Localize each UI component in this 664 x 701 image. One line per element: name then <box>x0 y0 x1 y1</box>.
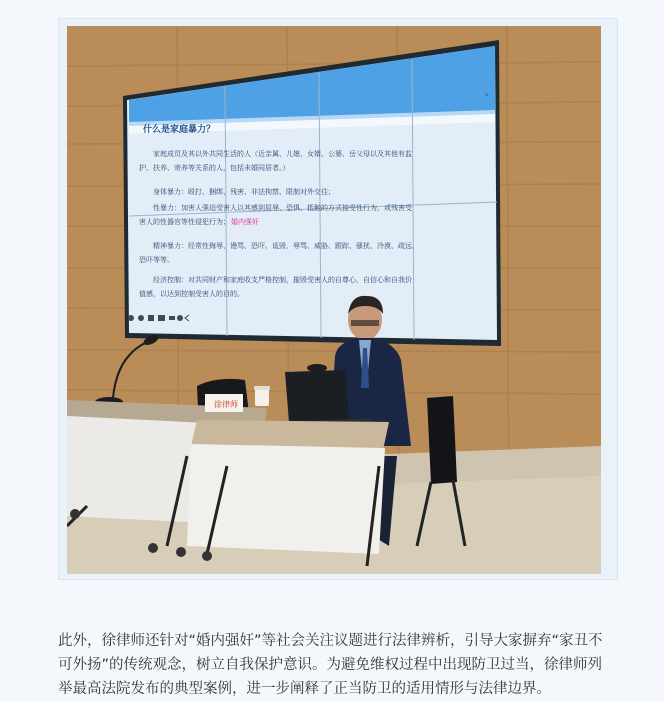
slide-line: 精神暴力：经常性侮辱、谩骂、恐吓、诋毁、辱骂、威胁、跟踪、骚扰、冷漠、疏远、 <box>153 242 419 250</box>
slide-line: 护、扶养、寄养等关系的人，包括未婚同居者。） <box>139 164 290 172</box>
slide-highlight: 婚内强奸 <box>231 218 259 226</box>
nameplate: 徐律师 <box>214 400 238 409</box>
video-icon[interactable] <box>158 315 165 321</box>
slide-line: 性暴力：加害人强迫受害人以其感到屈辱、恐惧、抵触的方式接受性行为，或残害受 <box>153 204 412 212</box>
slide-line: 家庭成员及其以外共同生活的人（近亲属、儿媳、女婿、公婆、岳父母以及其他有监 <box>153 150 412 158</box>
slide-line: 身体暴力：殴打、捆绑、残害、非法拘禁、限制对外交往； <box>153 188 335 196</box>
settings-icon[interactable] <box>138 315 144 321</box>
slide-line: 害人的性器官等性侵犯行为； <box>139 218 230 226</box>
record-icon[interactable] <box>177 315 183 321</box>
pen-icon[interactable] <box>148 315 154 321</box>
play-icon[interactable] <box>128 315 134 321</box>
slide-line: 恐吓等等。 <box>139 256 174 264</box>
slide-line: 值感，以达到控制受害人的目的。 <box>139 290 244 298</box>
lecture-photo <box>67 26 601 574</box>
menu-icon[interactable] <box>169 316 175 320</box>
caption-paragraph: 此外，徐律师还针对“婚内强奸”等社会关注议题进行法律辨析，引导大家摒弃“家丑不可外扬”的传统观念，树立自我保护意识。为避免维权过程中出现防卫过当，徐律师列举最高法院发布的典型案例，进一步阐释了正当防卫的适用情形与法律边界。 <box>58 632 603 697</box>
slide-title: 什么是家庭暴力？ <box>143 125 216 135</box>
slide-line: 经济控制：对共同财产和家庭收支严格控制，摧毁受害人的自尊心、自信心和自我价 <box>153 276 412 284</box>
